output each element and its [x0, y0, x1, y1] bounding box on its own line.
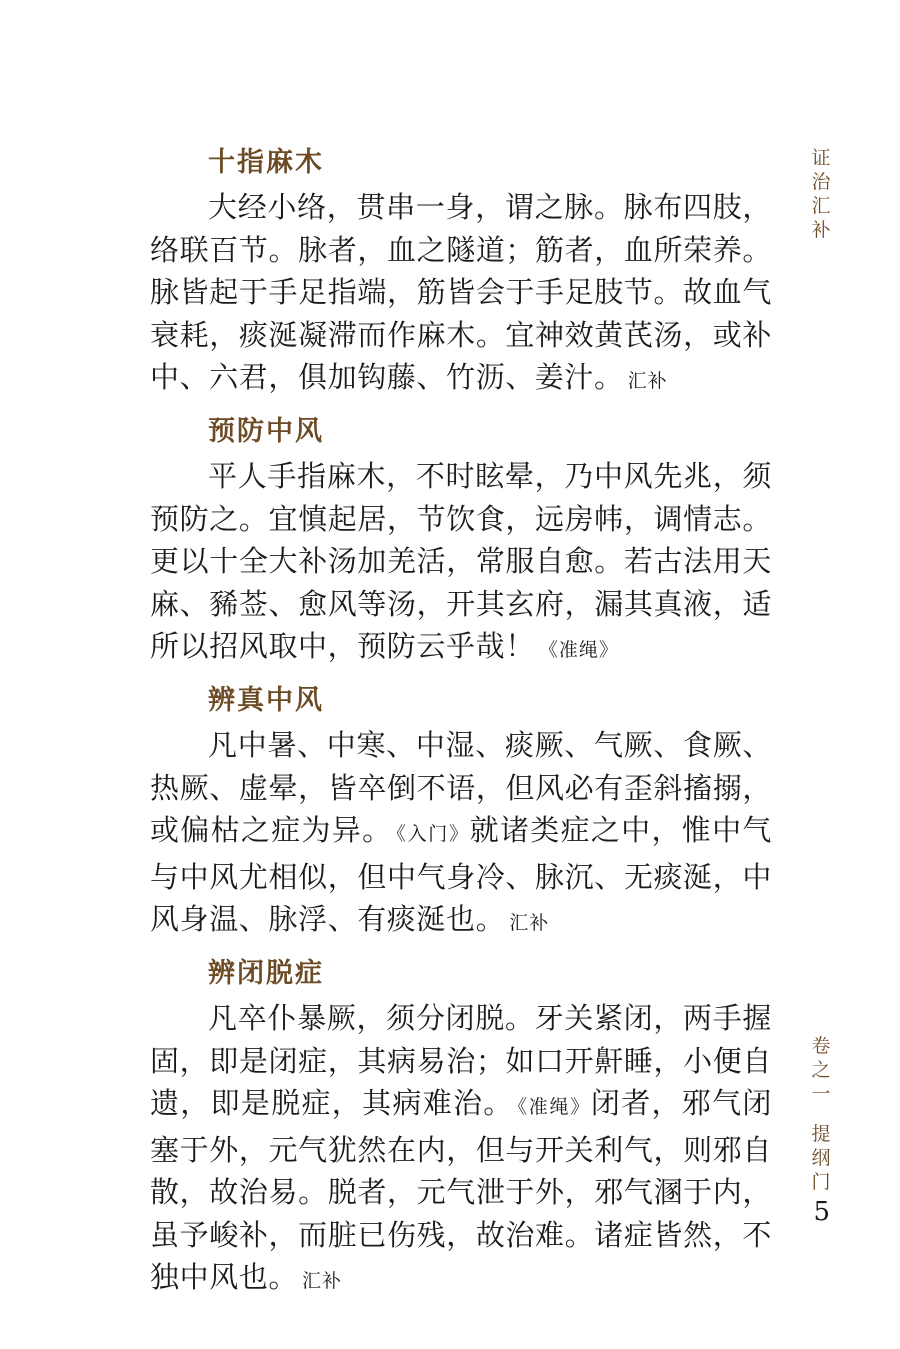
- source-note: 《入门》: [396, 823, 470, 846]
- section-paragraph: 大经小络，贯串一身，谓之脉。脉布四肢，络联百节。脉者，血之隧道；筋者，血所荣养。脉皆起于手足指端，筋皆会于手足肢节。故血气衰耗，痰涎凝滞而作麻木。宜神效黄芪汤，或补中、六君，俱加钩藤、竹沥、姜汁。 汇补: [150, 190, 772, 395]
- source-note: 汇补: [627, 370, 668, 393]
- section-paragraph: 凡卒仆暴厥，须分闭脱。牙关紧闭，两手握固，即是闭症，其病易治；如口开鼾睡，小便自遗，即是脱症，其病难治。 《准绳》闭者，邪气闭塞于外，元气犹然在内，但与开关利气，则邪自散，故治易。脱者，元气泄于外，邪气溷于内，虽予峻补，而脏已伤残，故治难。诸症皆然，不独中风也。 汇补: [150, 1000, 772, 1295]
- section-title: 十指麻木: [208, 147, 324, 178]
- section-title: 辨真中风: [208, 684, 324, 716]
- running-head-chapter: 卷 之 一 提 纲 门: [811, 1035, 831, 1193]
- source-note: 汇补: [302, 1270, 343, 1293]
- source-note: 汇补: [509, 912, 550, 935]
- section-paragraph: 凡中暑、中寒、中湿、痰厥、气厥、食厥、热厥、虚晕，皆卒倒不语，但风必有歪斜搐搦，或偏枯之症为异。 《入门》就诸类症之中，惟中气与中风尤相似，但中气身冷、脉沉、无痰涎，中风身温、脉浮、有痰涎也。 汇补: [150, 727, 772, 937]
- running-head-book-title: 证 治 汇 补: [811, 147, 831, 241]
- section-title: 预防中风: [208, 415, 324, 447]
- source-note: 《准绳》: [538, 639, 619, 662]
- source-note: 《准绳》: [517, 1096, 591, 1119]
- main-text: [150, 140, 772, 1309]
- section-paragraph: 平人手指麻木，不时眩晕，乃中风先兆，须预防之。宜慎起居，节饮食，远房帏，调情志。更以十全大补汤加羌活，常服自愈。若古法用天麻、豨莶、愈风等汤，开其玄府，漏其真液，适所以招风取中，预防云乎哉！ 《准绳》: [150, 458, 772, 664]
- section-title: 辨闭脱症: [208, 957, 324, 989]
- page-number: 5: [813, 1197, 830, 1227]
